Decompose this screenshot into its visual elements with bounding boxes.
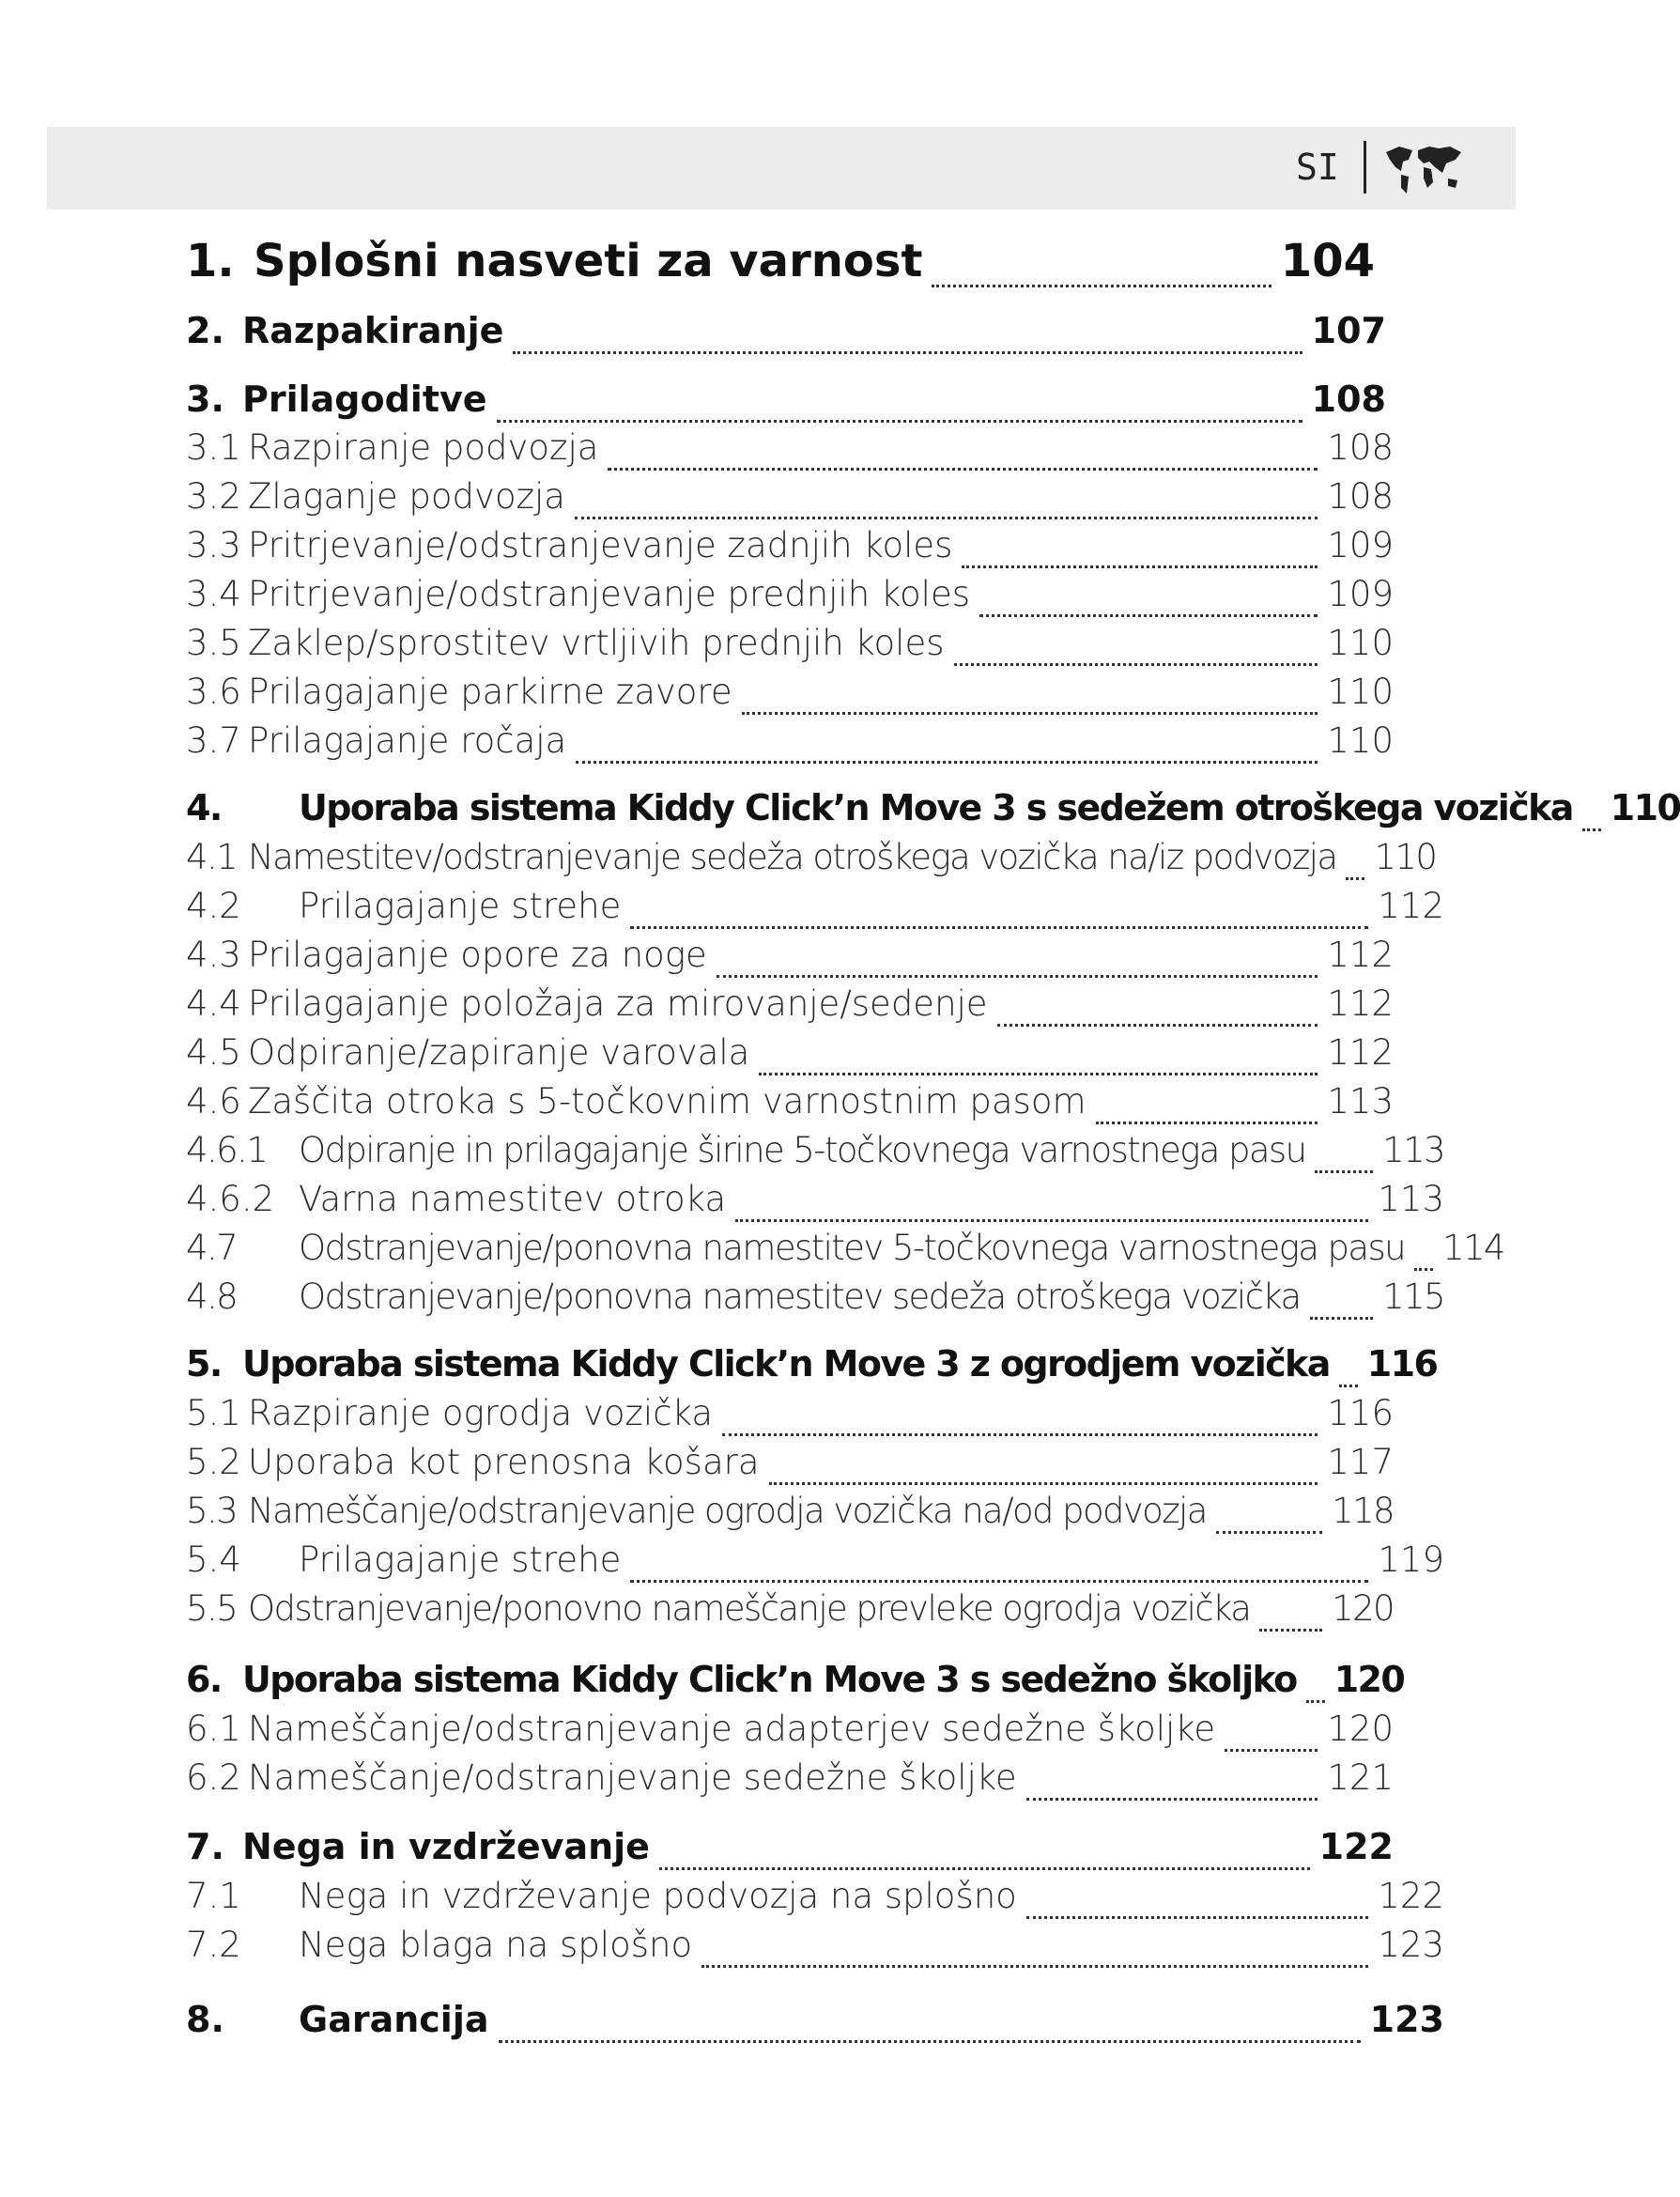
toc-row[interactable] bbox=[186, 837, 1437, 877]
toc-leader bbox=[1026, 1916, 1369, 1919]
toc-page: 104 bbox=[1280, 235, 1375, 287]
toc-page: 120 bbox=[1333, 1659, 1405, 1700]
toc-number: 5.3 bbox=[186, 1491, 238, 1531]
toc-leader bbox=[630, 926, 1368, 929]
toc-row[interactable] bbox=[186, 1032, 1394, 1073]
toc-row[interactable] bbox=[186, 525, 1394, 565]
toc-row[interactable] bbox=[186, 1228, 1504, 1268]
toc-number: 3.3 bbox=[186, 525, 241, 565]
toc-page: 112 bbox=[1327, 1032, 1394, 1073]
toc-title: Namestitev/odstranjevanje sedeža otroškega vozička na/iz podvozja bbox=[248, 837, 1337, 877]
toc-page: 110 bbox=[1327, 720, 1394, 761]
toc-leader bbox=[701, 1965, 1368, 1968]
toc-page: 116 bbox=[1366, 1343, 1438, 1385]
toc-number: 4.6.2 bbox=[186, 1179, 275, 1219]
toc-page: 113 bbox=[1382, 1130, 1444, 1170]
toc-title: Odpiranje/zapiranje varovala bbox=[248, 1032, 750, 1073]
toc-row[interactable] bbox=[186, 1343, 1438, 1385]
toc-title: Prilagajanje položaja za mirovanje/sedenje bbox=[248, 983, 988, 1024]
toc-leader bbox=[1582, 828, 1601, 831]
toc-title: Prilagajanje strehe bbox=[299, 886, 622, 926]
toc-page: 116 bbox=[1327, 1393, 1394, 1433]
toc-leader bbox=[1315, 1170, 1373, 1173]
toc-row[interactable] bbox=[186, 574, 1394, 614]
toc-row[interactable] bbox=[186, 1826, 1394, 1867]
toc-title: Uporaba sistema Kiddy Click’n Move 3 s sedežno školjko bbox=[242, 1659, 1297, 1700]
toc-title: Uporaba sistema Kiddy Click’n Move 3 z ogrodjem vozička bbox=[242, 1343, 1330, 1385]
toc-leader bbox=[1346, 877, 1364, 880]
toc-page: 113 bbox=[1378, 1179, 1444, 1219]
toc-leader bbox=[932, 285, 1271, 287]
toc-number: 5.2 bbox=[186, 1442, 241, 1482]
toc-page: 110 bbox=[1327, 623, 1394, 663]
toc-title: Zlaganje podvozja bbox=[248, 476, 565, 517]
toc-number: 3.1 bbox=[186, 427, 241, 468]
toc-page: 122 bbox=[1318, 1826, 1394, 1867]
toc-leader bbox=[722, 1433, 1318, 1436]
toc-leader bbox=[769, 1482, 1318, 1485]
toc-page: 108 bbox=[1311, 379, 1386, 420]
toc-page: 112 bbox=[1378, 886, 1444, 926]
toc-title: Nega in vzdrževanje podvozja na splošno bbox=[299, 1876, 1017, 1916]
toc-row[interactable] bbox=[186, 1276, 1444, 1317]
language-code: SI bbox=[1296, 147, 1339, 188]
toc-number: 4.2 bbox=[186, 886, 241, 926]
toc-row[interactable] bbox=[186, 1757, 1394, 1798]
toc-number: 3.5 bbox=[186, 623, 241, 663]
toc-page: 123 bbox=[1378, 1925, 1444, 1965]
toc-number: 7.1 bbox=[186, 1876, 241, 1916]
toc-leader bbox=[1310, 1317, 1374, 1320]
toc-number: 4.1 bbox=[186, 837, 238, 877]
toc-row[interactable] bbox=[186, 983, 1394, 1024]
toc-leader bbox=[1414, 1268, 1433, 1271]
toc-leader bbox=[576, 761, 1318, 764]
toc-leader bbox=[742, 712, 1318, 715]
toc-row[interactable] bbox=[186, 886, 1444, 926]
toc-number: 4.6 bbox=[186, 1081, 241, 1122]
toc-leader bbox=[1096, 1122, 1318, 1124]
toc-title: Prilagajanje strehe bbox=[299, 1539, 622, 1580]
toc-row[interactable] bbox=[186, 379, 1386, 420]
toc-row[interactable] bbox=[186, 935, 1394, 975]
toc-page: 112 bbox=[1327, 983, 1394, 1024]
toc-number: 6.2 bbox=[186, 1757, 241, 1798]
toc-row[interactable] bbox=[186, 1925, 1444, 1965]
toc-page: 120 bbox=[1332, 1588, 1394, 1629]
toc-title: Nega in vzdrževanje bbox=[242, 1826, 650, 1867]
toc-leader bbox=[1259, 1629, 1322, 1632]
toc-row[interactable] bbox=[186, 1130, 1444, 1170]
toc-number: 7.2 bbox=[186, 1925, 241, 1965]
toc-row[interactable] bbox=[186, 1999, 1444, 2040]
toc-page: 108 bbox=[1327, 476, 1394, 517]
toc-page: 109 bbox=[1327, 574, 1394, 614]
toc-leader bbox=[575, 517, 1318, 519]
toc-leader bbox=[1026, 1798, 1318, 1801]
toc-title: Varna namestitev otroka bbox=[299, 1179, 727, 1219]
toc-leader bbox=[962, 565, 1318, 568]
toc-number: 4.5 bbox=[186, 1032, 241, 1073]
toc-page: 108 bbox=[1327, 427, 1394, 468]
toc-title: Zaščita otroka s 5-točkovnim varnostnim pasom bbox=[248, 1081, 1087, 1122]
toc-number: 1. bbox=[186, 235, 235, 287]
toc-row[interactable] bbox=[186, 310, 1386, 351]
toc-number: 3.7 bbox=[186, 720, 241, 761]
toc-number: 5. bbox=[186, 1343, 222, 1385]
toc-row[interactable] bbox=[186, 1588, 1394, 1629]
toc-leader bbox=[1339, 1385, 1358, 1387]
toc-title: Prilagajanje ročaja bbox=[248, 720, 567, 761]
toc-row[interactable] bbox=[186, 1179, 1444, 1219]
toc-leader bbox=[608, 468, 1318, 471]
toc-title: Razpakiranje bbox=[242, 310, 504, 351]
toc-title: Prilagoditve bbox=[242, 379, 487, 420]
toc-page: 117 bbox=[1327, 1442, 1394, 1482]
toc-page: 123 bbox=[1369, 1999, 1444, 2040]
toc-row[interactable] bbox=[186, 623, 1394, 663]
toc-page: 121 bbox=[1327, 1757, 1394, 1798]
toc-title: Pritrjevanje/odstranjevanje prednjih koles bbox=[248, 574, 970, 614]
toc-page: 110 bbox=[1610, 787, 1680, 828]
toc-page: 110 bbox=[1374, 837, 1437, 877]
toc-row[interactable] bbox=[186, 1393, 1394, 1433]
toc-title: Nameščanje/odstranjevanje adapterjev sedežne školjke bbox=[248, 1709, 1216, 1749]
toc-title: Pritrjevanje/odstranjevanje zadnjih koles bbox=[248, 525, 953, 565]
toc-row[interactable] bbox=[186, 1442, 1394, 1482]
toc-leader bbox=[1225, 1749, 1318, 1752]
toc-title: Odstranjevanje/ponovno nameščanje prevleke ogrodja vozička bbox=[248, 1588, 1251, 1629]
toc-row[interactable] bbox=[186, 720, 1394, 761]
toc-page: 122 bbox=[1378, 1876, 1444, 1916]
toc-row[interactable] bbox=[186, 672, 1394, 712]
toc-row[interactable] bbox=[186, 1539, 1444, 1580]
toc-number: 7. bbox=[186, 1826, 224, 1867]
toc-title: Uporaba sistema Kiddy Click’n Move 3 s sedežem otroškega vozička bbox=[299, 787, 1573, 828]
toc-title: Prilagajanje parkirne zavore bbox=[248, 672, 732, 712]
toc-number: 3.2 bbox=[186, 476, 241, 517]
toc-leader bbox=[659, 1867, 1310, 1870]
toc-leader bbox=[759, 1073, 1318, 1075]
toc-number: 4.4 bbox=[186, 983, 241, 1024]
toc-leader bbox=[499, 2040, 1361, 2043]
toc-number: 5.1 bbox=[186, 1393, 241, 1433]
header-separator bbox=[1364, 141, 1366, 193]
toc-title: Razpiranje podvozja bbox=[248, 427, 599, 468]
toc-row[interactable] bbox=[186, 476, 1394, 517]
toc-title: Zaklep/sprostitev vrtljivih prednjih koles bbox=[248, 623, 945, 663]
toc-leader bbox=[717, 975, 1318, 978]
toc-page: 110 bbox=[1327, 672, 1394, 712]
toc-row[interactable] bbox=[186, 1491, 1394, 1531]
toc-number: 5.5 bbox=[186, 1588, 238, 1629]
toc-row[interactable] bbox=[186, 1081, 1394, 1122]
toc-leader bbox=[735, 1219, 1368, 1222]
toc-title: Prilagajanje opore za noge bbox=[248, 935, 707, 975]
toc-title: Uporaba kot prenosna košara bbox=[248, 1442, 760, 1482]
toc-number: 4.3 bbox=[186, 935, 241, 975]
toc-title: Odpiranje in prilagajanje širine 5-točkovnega varnostnega pasu bbox=[299, 1130, 1306, 1170]
toc-page: 107 bbox=[1311, 310, 1386, 351]
toc-page: 119 bbox=[1378, 1539, 1444, 1580]
toc-page: 113 bbox=[1327, 1081, 1394, 1122]
toc-title: Nameščanje/odstranjevanje sedežne školjke bbox=[248, 1757, 1017, 1798]
toc-number: 4. bbox=[186, 787, 222, 828]
toc-row[interactable] bbox=[186, 1659, 1405, 1700]
toc-leader bbox=[497, 420, 1302, 423]
toc-row[interactable] bbox=[186, 427, 1394, 468]
toc-row[interactable] bbox=[186, 1876, 1444, 1916]
toc-title: Odstranjevanje/ponovna namestitev sedeža otroškega vozička bbox=[299, 1276, 1301, 1317]
toc-title: Nameščanje/odstranjevanje ogrodja vozička na/od podvozja bbox=[248, 1491, 1207, 1531]
toc-row[interactable] bbox=[186, 235, 1375, 287]
toc-leader bbox=[954, 663, 1318, 666]
toc-page: 109 bbox=[1327, 525, 1394, 565]
toc-number: 4.6.1 bbox=[186, 1130, 268, 1170]
toc-row[interactable] bbox=[186, 787, 1680, 828]
toc-page: 112 bbox=[1327, 935, 1394, 975]
toc-number: 6. bbox=[186, 1659, 222, 1700]
toc-number: 4.7 bbox=[186, 1228, 238, 1268]
toc-page: 114 bbox=[1442, 1228, 1504, 1268]
toc-leader bbox=[1306, 1700, 1325, 1703]
toc-leader bbox=[513, 351, 1302, 354]
toc-title: Splošni nasveti za varnost bbox=[254, 235, 923, 287]
toc-leader bbox=[979, 614, 1318, 617]
toc-number: 2. bbox=[186, 310, 224, 351]
world-map-icon bbox=[1380, 141, 1465, 199]
toc-page: 115 bbox=[1382, 1276, 1444, 1317]
toc-number: 3.6 bbox=[186, 672, 241, 712]
toc-title: Odstranjevanje/ponovna namestitev 5-točkovnega varnostnega pasu bbox=[299, 1228, 1406, 1268]
toc-row[interactable] bbox=[186, 1709, 1394, 1749]
toc-page: 120 bbox=[1327, 1709, 1394, 1749]
toc-number: 4.8 bbox=[186, 1276, 238, 1317]
toc-number: 3. bbox=[186, 379, 224, 420]
toc-title: Garancija bbox=[299, 1999, 489, 2040]
toc-title: Razpiranje ogrodja vozička bbox=[248, 1393, 714, 1433]
toc-number: 8. bbox=[186, 1999, 224, 2040]
toc-number: 6.1 bbox=[186, 1709, 241, 1749]
toc-leader bbox=[1216, 1531, 1322, 1534]
toc-title: Nega blaga na splošno bbox=[299, 1925, 693, 1965]
toc-page: 118 bbox=[1332, 1491, 1394, 1531]
toc-number: 3.4 bbox=[186, 574, 241, 614]
toc-leader bbox=[630, 1580, 1368, 1583]
toc-leader bbox=[997, 1024, 1318, 1027]
toc-number: 5.4 bbox=[186, 1539, 241, 1580]
